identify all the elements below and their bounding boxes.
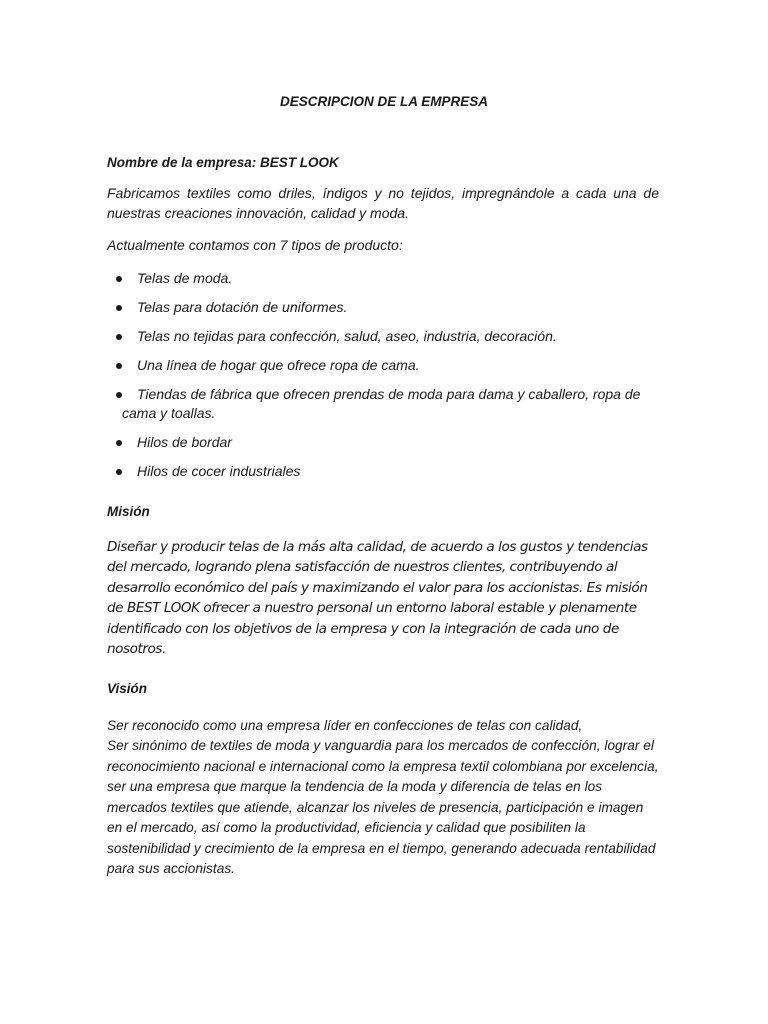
intro-paragraph: Fabricamos textiles como driles, índigos y no tejidos, impregnándole a cada una de nuestras creaciones innovación, calidad y moda. <box>107 185 659 221</box>
product-text: Una línea de hogar que ofrece ropa de cama. <box>137 356 420 373</box>
product-text: Tiendas de fábrica que ofrecen prendas de moda para dama y caballero, ropa de cama y toallas. <box>122 385 641 421</box>
products-intro: Actualmente contamos con 7 tipos de producto: <box>107 237 403 253</box>
bullet-icon <box>116 305 122 311</box>
bullet-icon <box>116 440 122 446</box>
product-text: Hilos de bordar <box>137 433 232 450</box>
company-name-line: Nombre de la empresa: BEST LOOK <box>107 155 339 170</box>
list-item <box>107 327 659 346</box>
list-item <box>107 269 659 288</box>
vision-paragraph <box>107 716 659 879</box>
document-body <box>107 154 659 892</box>
vision-line-1: Ser reconocido como una empresa líder en confecciones de telas con calidad, <box>107 718 583 734</box>
product-text: Telas para dotación de uniformes. <box>137 298 348 315</box>
mision-heading: Misión <box>107 503 150 519</box>
list-item <box>107 298 659 317</box>
product-text: Hilos de cocer industriales <box>137 462 301 479</box>
bullet-icon <box>116 276 122 282</box>
list-item <box>107 385 659 423</box>
vision-line-2: Ser sinónimo de textiles de moda y vanguardia para los mercados de confección, lograr el reconocimiento nacional e internacional como la empresa textil colombiana por excelencia, ser una empresa que marque la tendencia de la moda y diferencia de telas en los mercados textiles que atiende, alcanzar los niveles de presencia, participación e imagen en el mercado, así como la productividad, eficiencia y calidad que posibiliten la sostenibilidad y crecimiento de la empresa en el tiempo, generando adecuada rentabilidad para sus accionistas. <box>107 738 659 876</box>
products-list <box>107 269 659 481</box>
vision-heading: Visión <box>107 681 148 697</box>
list-item <box>107 433 659 452</box>
mision-paragraph: Diseñar y producir telas de la más alta calidad, de acuerdo a los gustos y tendencias del mercado, logrando plena satisfacción de nuestros clientes, contribuyendo al desarrollo económico del país y maximizando el valor para los accionistas. Es misión de BEST LOOK ofrecer a nuestro personal un entorno laboral estable y plenamente identificado con los objetivos de la empresa y con la integración de cada uno de nosotros. <box>107 538 648 658</box>
bullet-icon <box>116 392 122 398</box>
product-text: Telas de moda. <box>137 269 233 286</box>
list-item <box>107 462 659 481</box>
document-title: DESCRIPCION DE LA EMPRESA <box>279 94 489 109</box>
product-text: Telas no tejidas para confección, salud, aseo, industria, decoración. <box>137 327 557 344</box>
list-item <box>107 356 659 375</box>
bullet-icon <box>116 363 122 369</box>
bullet-icon <box>116 469 122 475</box>
bullet-icon <box>116 334 122 340</box>
